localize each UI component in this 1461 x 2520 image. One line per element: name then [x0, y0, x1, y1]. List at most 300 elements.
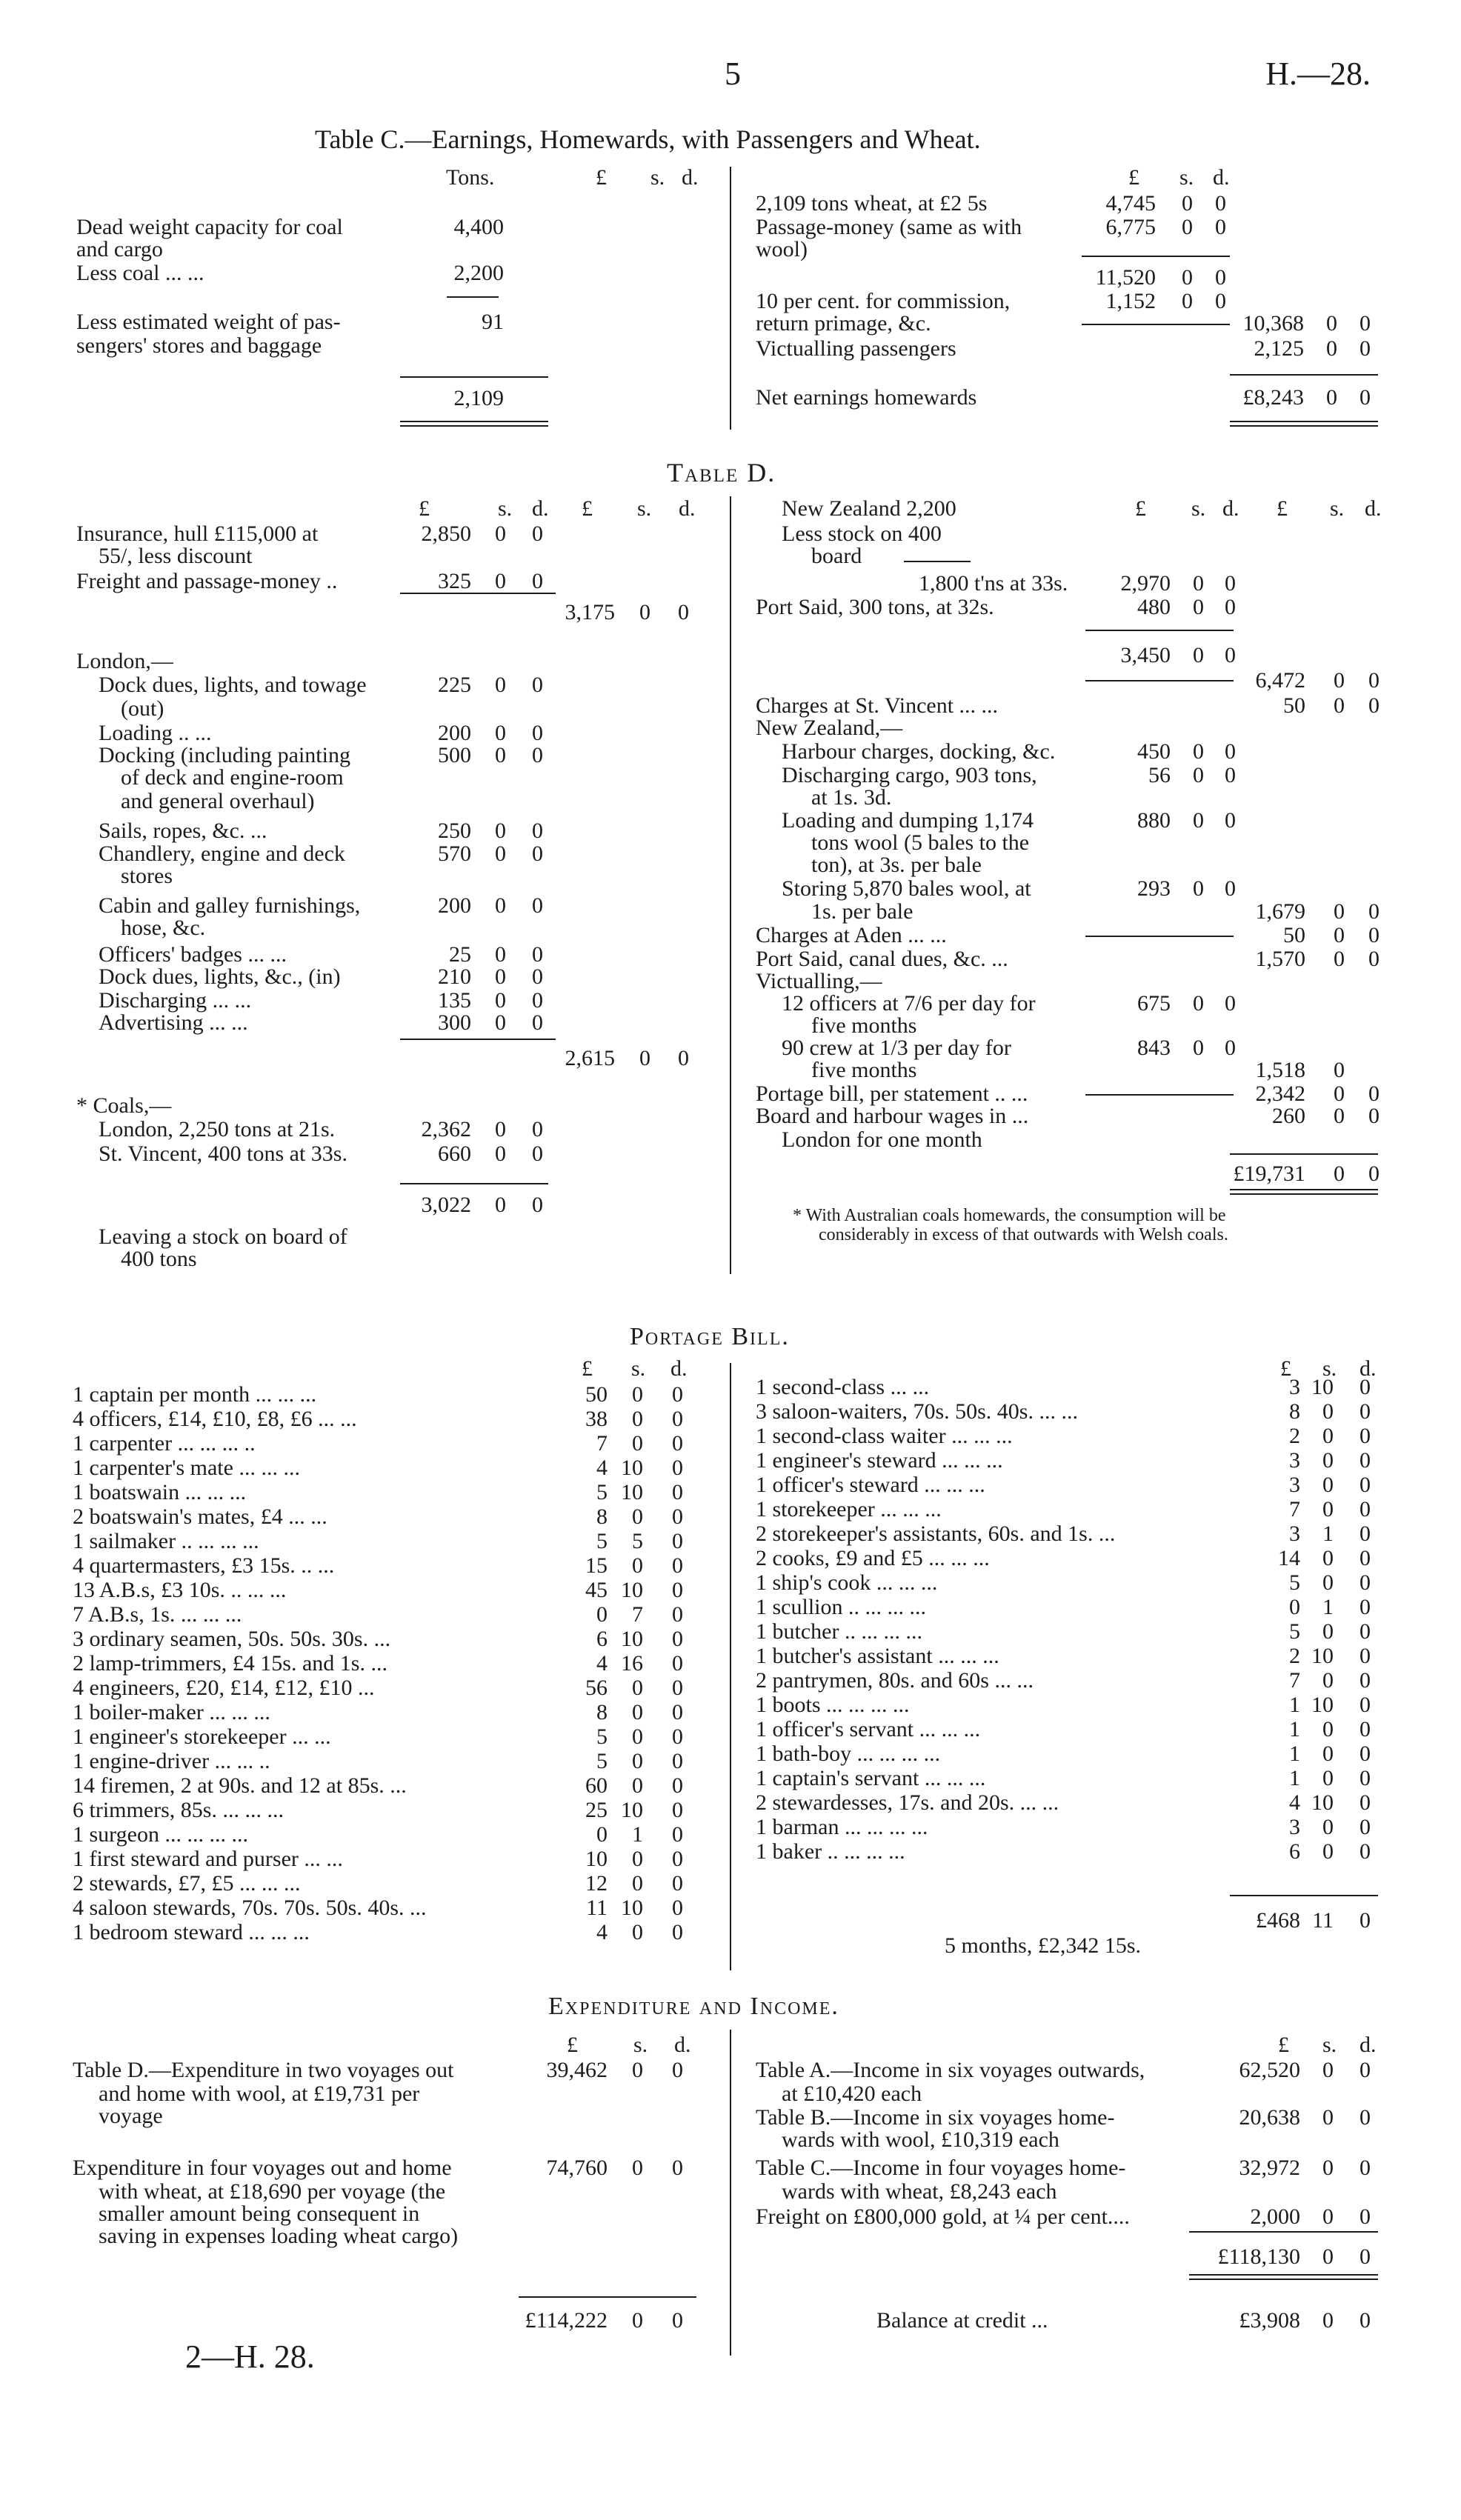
portage-left-row-d: 0 — [672, 1651, 683, 1676]
table-d-right-s: 0 — [1193, 595, 1204, 619]
portage-right-row-d: 0 — [1360, 1619, 1371, 1644]
portage-left-row-label: 1 carpenter ... ... ... .. — [73, 1431, 256, 1456]
table-d-left-rule — [400, 593, 556, 594]
portage-left-row-s: 10 — [621, 1578, 643, 1602]
table-d-left-d2: 0 — [678, 600, 689, 624]
table-d-right-l: 56 — [1148, 763, 1171, 787]
expenditure-left-total-l: £114,222 — [525, 2308, 608, 2333]
expenditure-left-row-label: and home with wool, at £19,731 per — [99, 2081, 420, 2106]
expenditure-right-row-s: 0 — [1322, 2105, 1334, 2130]
portage-left-row-s: 10 — [621, 1627, 643, 1651]
table-d-right-s2: 0 — [1334, 1104, 1345, 1128]
table-c-left-label: and cargo — [76, 237, 163, 261]
table-d-right-s2: 0 — [1334, 693, 1345, 718]
expenditure-right-row-l: 20,638 — [1239, 2105, 1300, 2130]
portage-right-row-label: 1 baker .. ... ... ... — [756, 1839, 905, 1864]
exp-col-l-r: £ — [1278, 2033, 1289, 2057]
portage-right-row-label: 1 scullion .. ... ... ... — [756, 1595, 926, 1619]
table-d-right-s2: 0 — [1334, 1161, 1345, 1186]
table-c-right-label: Victualling passengers — [756, 336, 956, 361]
portage-right-row-label: 1 butcher .. ... ... ... — [756, 1619, 922, 1644]
expenditure-left-row-s: 0 — [632, 2058, 643, 2082]
portage-left-row-s: 0 — [632, 1407, 643, 1431]
table-d-right-d: 0 — [1225, 808, 1236, 833]
expenditure-right-row-s: 0 — [1322, 2058, 1334, 2082]
portage-right-row-l: 1 — [1289, 1717, 1300, 1741]
table-d-right-d2: 0 — [1368, 668, 1380, 693]
portage-left-row-l: 45 — [585, 1578, 608, 1602]
balance-s: 0 — [1322, 2308, 1334, 2333]
exp-col-s: s. — [633, 2033, 648, 2057]
portage-right-row-s: 0 — [1322, 1473, 1334, 1497]
table-d-right-label: Discharging cargo, 903 tons, — [782, 763, 1037, 787]
portage-left-row-label: 14 firemen, 2 at 90s. and 12 at 85s. ... — [73, 1773, 407, 1798]
table-d-left-s: 0 — [495, 988, 506, 1013]
table-c-r-col-d: d. — [1213, 165, 1230, 190]
portage-right-row-l: 7 — [1289, 1497, 1300, 1521]
table-d-right-l: 880 — [1137, 808, 1171, 833]
portage-left-row-l: 0 — [596, 1822, 608, 1847]
portage-right-row-label: 1 captain's servant ... ... ... — [756, 1766, 986, 1790]
table-c-col-l: £ — [596, 165, 607, 190]
portage-total-d: 0 — [1360, 1908, 1371, 1933]
table-d-left-d: 0 — [532, 1141, 543, 1166]
table-d-right-short-rule — [904, 561, 971, 562]
table-d-right-s: 0 — [1193, 643, 1204, 667]
table-d-left-label: Dock dues, lights, &c., (in) — [99, 964, 341, 989]
portage-left-row-l: 11 — [586, 1896, 608, 1920]
portage-right-row-s: 0 — [1322, 1570, 1334, 1595]
expenditure-right-row-label: Table A.—Income in six voyages outwards, — [756, 2058, 1145, 2082]
table-d-left-label: Leaving a stock on board of — [99, 1224, 347, 1249]
portage-right-row-s: 0 — [1322, 1741, 1334, 1766]
table-d-left-d: 0 — [532, 1010, 543, 1035]
portage-left-row-l: 4 — [596, 1456, 608, 1480]
table-d-right-rule-3 — [1085, 936, 1234, 937]
table-d-right-label: 1,800 t'ns at 33s. — [919, 571, 1068, 596]
table-d-left-l: 325 — [438, 569, 471, 593]
expenditure-left-row-d: 0 — [672, 2156, 683, 2180]
portage-left-row-s: 0 — [632, 1382, 643, 1407]
portage-right-row-d: 0 — [1360, 1424, 1371, 1448]
portage-right-row-label: 1 boots ... ... ... ... — [756, 1693, 910, 1717]
expenditure-right-total-l: £118,130 — [1217, 2244, 1300, 2269]
table-d-right-label: Portage bill, per statement .. ... — [756, 1081, 1028, 1106]
portage-col-s: s. — [631, 1356, 646, 1381]
portage-left-row-l: 0 — [596, 1602, 608, 1627]
table-d-left-d: 0 — [532, 1117, 543, 1141]
portage-left-row-s: 5 — [632, 1529, 643, 1553]
portage-left-row-d: 0 — [672, 1773, 683, 1798]
expenditure-right-row-d: 0 — [1360, 2204, 1371, 2229]
portage-right-row-label: 1 barman ... ... ... ... — [756, 1815, 928, 1839]
expenditure-right-row-label: wards with wheat, £8,243 each — [782, 2179, 1057, 2204]
table-d-left-s2: 0 — [639, 600, 650, 624]
table-c-title: Table C.—Earnings, Homewards, with Passengers and Wheat. — [315, 124, 981, 154]
portage-right-row-d: 0 — [1360, 1546, 1371, 1570]
portage-left-row-l: 38 — [585, 1407, 608, 1431]
table-d-left-d: 0 — [532, 819, 543, 843]
table-d-right-s: 0 — [1193, 739, 1204, 764]
document-reference: H.—28. — [1265, 56, 1371, 92]
table-d-right-d2: 0 — [1368, 923, 1380, 947]
portage-left-row-d: 0 — [672, 1627, 683, 1651]
portage-right-row-label: 1 ship's cook ... ... ... — [756, 1570, 938, 1595]
table-d-left-l: 300 — [438, 1010, 471, 1035]
table-d-right-d2: 0 — [1368, 899, 1380, 924]
portage-left-row-label: 4 engineers, £20, £14, £12, £10 ... — [73, 1676, 375, 1700]
table-d-left-d: 0 — [532, 942, 543, 967]
table-d-left-s2: 0 — [639, 1046, 650, 1070]
portage-left-row-label: 4 quartermasters, £3 15s. .. ... — [73, 1553, 335, 1578]
portage-left-row-d: 0 — [672, 1798, 683, 1822]
table-d-right-label: Board and harbour wages in ... — [756, 1104, 1029, 1128]
portage-right-row-label: 2 pantrymen, 80s. and 60s ... ... — [756, 1668, 1034, 1693]
table-d-l-col-d: d. — [532, 496, 549, 521]
table-c-right-l: 1,152 — [1105, 289, 1156, 313]
table-d-left-label: Sails, ropes, &c. ... — [99, 819, 267, 843]
portage-left-row-s: 0 — [632, 1700, 643, 1724]
table-d-left-label: Discharging ... ... — [99, 988, 252, 1013]
portage-left-row-s: 16 — [621, 1651, 643, 1676]
table-d-l-col-d2: d. — [679, 496, 696, 521]
table-d-right-s2: 0 — [1334, 668, 1345, 693]
portage-left-row-label: 1 captain per month ... ... ... — [73, 1382, 317, 1407]
portage-left-row-s: 0 — [632, 1847, 643, 1871]
table-d-left-l2: 2,615 — [565, 1046, 615, 1070]
portage-right-row-d: 0 — [1360, 1570, 1371, 1595]
exp-col-d: d. — [674, 2033, 691, 2057]
table-c-right-l2: 2,125 — [1254, 336, 1304, 361]
portage-right-row-label: 1 officer's steward ... ... ... — [756, 1473, 985, 1497]
portage-right-row-d: 0 — [1360, 1668, 1371, 1693]
table-c-right-l2: 10,368 — [1242, 311, 1304, 336]
expenditure-right-row-s: 0 — [1322, 2156, 1334, 2180]
portage-right-row-l: 7 — [1289, 1668, 1300, 1693]
portage-right-row-l: 3 — [1289, 1521, 1300, 1546]
portage-right-row-label: 1 second-class ... ... — [756, 1375, 930, 1399]
exp-col-l: £ — [567, 2033, 578, 2057]
table-c-left-total: 2,109 — [453, 386, 504, 410]
table-d-left-s: 0 — [495, 1010, 506, 1035]
portage-total-s: 11 — [1312, 1908, 1334, 1933]
table-d-right-l: 843 — [1137, 1036, 1171, 1060]
portage-total-l: £468 — [1256, 1908, 1300, 1933]
table-d-right-l: 293 — [1137, 876, 1171, 901]
table-d-left-l: 660 — [438, 1141, 471, 1166]
portage-left-row-s: 0 — [632, 1724, 643, 1749]
expenditure-right-row-s: 0 — [1322, 2204, 1334, 2229]
portage-left-row-label: 2 boatswain's mates, £4 ... ... — [73, 1504, 327, 1529]
table-d-left-d: 0 — [532, 673, 543, 697]
table-d-right-rule-5 — [1230, 1153, 1378, 1155]
portage-left-row-s: 0 — [632, 1749, 643, 1773]
table-d-left-l: 3,022 — [421, 1193, 471, 1217]
table-c-col-d: d. — [682, 165, 699, 190]
portage-left-row-d: 0 — [672, 1920, 683, 1944]
expenditure-right-row-label: Table B.—Income in six voyages home- — [756, 2105, 1115, 2130]
portage-left-row-l: 15 — [585, 1553, 608, 1578]
portage-left-row-d: 0 — [672, 1578, 683, 1602]
table-d-left-s: 0 — [495, 1117, 506, 1141]
portage-left-row-l: 7 — [596, 1431, 608, 1456]
portage-right-row-label: 1 storekeeper ... ... ... — [756, 1497, 942, 1521]
table-c-r-col-l: £ — [1128, 165, 1139, 190]
table-d-left-l: 2,850 — [421, 521, 471, 546]
expenditure-left-rule — [519, 2296, 696, 2298]
portage-right-row-label: 1 second-class waiter ... ... ... — [756, 1424, 1013, 1448]
portage-right-row-l: 14 — [1278, 1546, 1300, 1570]
expenditure-left-total-d: 0 — [672, 2308, 683, 2333]
table-d-right-label: Victualling,— — [756, 969, 882, 993]
table-d-left-label: (out) — [121, 696, 164, 721]
portage-right-row-s: 1 — [1322, 1521, 1334, 1546]
portage-left-row-d: 0 — [672, 1676, 683, 1700]
portage-right-row-l: 4 — [1289, 1790, 1300, 1815]
table-d-right-label: at 1s. 3d. — [811, 785, 892, 810]
table-d-footnote: considerably in excess of that outwards with Welsh coals. — [819, 1225, 1228, 1244]
portage-right-row-l: 1 — [1289, 1741, 1300, 1766]
expenditure-right-row-l: 2,000 — [1250, 2204, 1300, 2229]
table-c-right-s: 0 — [1182, 289, 1193, 313]
portage-right-row-d: 0 — [1360, 1399, 1371, 1424]
table-c-right-d: 0 — [1215, 215, 1226, 239]
table-d-left-d: 0 — [532, 721, 543, 745]
exp-col-d-r: d. — [1360, 2033, 1377, 2057]
portage-left-row-d: 0 — [672, 1896, 683, 1920]
table-d-left-label: stores — [121, 864, 173, 888]
portage-right-row-s: 0 — [1322, 1815, 1334, 1839]
table-d-right-label: 90 crew at 1/3 per day for — [782, 1036, 1011, 1060]
portage-left-row-d: 0 — [672, 1382, 683, 1407]
portage-left-row-label: 1 engine-driver ... ... .. — [73, 1749, 270, 1773]
expenditure-right-row-d: 0 — [1360, 2058, 1371, 2082]
portage-right-row-s: 0 — [1322, 1424, 1334, 1448]
portage-right-row-s: 0 — [1322, 1619, 1334, 1644]
portage-right-row-s: 0 — [1322, 1766, 1334, 1790]
expenditure-left-row-label: Table D.—Expenditure in two voyages out — [73, 2058, 454, 2082]
table-d-left-l: 135 — [438, 988, 471, 1013]
portage-right-row-d: 0 — [1360, 1448, 1371, 1473]
table-d-right-l: 480 — [1137, 595, 1171, 619]
portage-right-row-l: 3 — [1289, 1448, 1300, 1473]
portage-right-row-d: 0 — [1360, 1644, 1371, 1668]
table-d-right-d: 0 — [1225, 1036, 1236, 1060]
expenditure-title: Expenditure and Income. — [548, 1993, 839, 2020]
table-c-right-label: Passage-money (same as with — [756, 215, 1022, 239]
table-d-left-label: Insurance, hull £115,000 at — [76, 521, 319, 546]
table-c-col-tons: Tons. — [446, 165, 495, 190]
footer-signature: 2—H. 28. — [185, 2339, 315, 2375]
portage-left-row-s: 10 — [621, 1798, 643, 1822]
exp-col-s-r: s. — [1322, 2033, 1337, 2057]
table-d-right-s: 0 — [1193, 991, 1204, 1016]
table-c-divider — [730, 167, 731, 430]
table-d-left-label: London,— — [76, 649, 173, 673]
portage-right-row-l: 8 — [1289, 1399, 1300, 1424]
portage-left-row-d: 0 — [672, 1822, 683, 1847]
portage-left-row-l: 12 — [585, 1871, 608, 1896]
table-d-r-col-s2: s. — [1330, 496, 1345, 521]
table-d-r-col-d: d. — [1222, 496, 1239, 521]
portage-right-row-s: 10 — [1311, 1790, 1334, 1815]
portage-left-row-s: 0 — [632, 1676, 643, 1700]
table-c-right-rule-3 — [1230, 374, 1378, 376]
portage-left-row-label: 1 surgeon ... ... ... ... — [73, 1822, 248, 1847]
table-d-left-rule-2 — [400, 1039, 556, 1040]
table-c-right-label: 2,109 tons wheat, at £2 5s — [756, 191, 988, 216]
table-d-right-d2: 0 — [1368, 693, 1380, 718]
portage-left-row-l: 6 — [596, 1627, 608, 1651]
portage-col-l-r: £ — [1280, 1356, 1291, 1381]
table-c-right-d: 0 — [1215, 191, 1226, 216]
portage-right-row-s: 0 — [1322, 1546, 1334, 1570]
expenditure-right-row-label: Freight on £800,000 gold, at ¼ per cent.... — [756, 2204, 1130, 2229]
table-c-right-l: 4,745 — [1105, 191, 1156, 216]
table-d-left-d2: 0 — [678, 1046, 689, 1070]
table-d-right-l: 450 — [1137, 739, 1171, 764]
expenditure-left-total-s: 0 — [632, 2308, 643, 2333]
portage-left-row-d: 0 — [672, 1847, 683, 1871]
table-d-r-col-l: £ — [1135, 496, 1146, 521]
expenditure-right-row-d: 0 — [1360, 2105, 1371, 2130]
portage-left-row-d: 0 — [672, 1602, 683, 1627]
table-c-right-s: 0 — [1182, 265, 1193, 290]
table-d-right-l2: £19,731 — [1233, 1161, 1305, 1186]
table-d-right-l2: 50 — [1283, 923, 1305, 947]
portage-right-row-s: 0 — [1322, 1448, 1334, 1473]
table-d-right-double-rule — [1230, 1189, 1378, 1195]
table-c-right-s: 0 — [1182, 191, 1193, 216]
portage-left-row-l: 50 — [585, 1382, 608, 1407]
portage-right-row-d: 0 — [1360, 1473, 1371, 1497]
portage-left-row-label: 4 officers, £14, £10, £8, £6 ... ... — [73, 1407, 357, 1431]
portage-left-row-label: 3 ordinary seamen, 50s. 50s. 30s. ... — [73, 1627, 391, 1651]
table-c-right-label: Net earnings homewards — [756, 385, 977, 410]
table-d-left-l: 210 — [438, 964, 471, 989]
table-d-left-s: 0 — [495, 1193, 506, 1217]
table-d-left-l: 25 — [449, 942, 471, 967]
portage-left-row-l: 5 — [596, 1529, 608, 1553]
table-c-right-s2: 0 — [1326, 336, 1337, 361]
table-d-right-l2: 6,472 — [1255, 668, 1305, 693]
table-c-right-s2: 0 — [1326, 385, 1337, 410]
table-d-left-label: Freight and passage-money .. — [76, 569, 338, 593]
expenditure-divider — [730, 2030, 731, 2356]
portage-left-row-d: 0 — [672, 1553, 683, 1578]
portage-left-row-d: 0 — [672, 1407, 683, 1431]
table-d-left-label: Cabin and galley furnishings, — [99, 893, 361, 918]
table-d-right-label: Harbour charges, docking, &c. — [782, 739, 1056, 764]
table-d-right-s2: 0 — [1334, 923, 1345, 947]
table-d-left-s: 0 — [495, 743, 506, 767]
table-d-right-label: Less stock on 400 — [782, 521, 942, 546]
table-c-right-s2: 0 — [1326, 311, 1337, 336]
portage-col-d: d. — [670, 1356, 688, 1381]
table-d-left-s: 0 — [495, 673, 506, 697]
table-d-right-rule-4 — [1085, 1094, 1234, 1096]
portage-left-row-l: 4 — [596, 1651, 608, 1676]
portage-right-row-s: 0 — [1322, 1399, 1334, 1424]
portage-right-row-s: 0 — [1322, 1839, 1334, 1864]
portage-right-row-d: 0 — [1360, 1815, 1371, 1839]
portage-right-row-s: 10 — [1311, 1644, 1334, 1668]
portage-left-row-label: 1 carpenter's mate ... ... ... — [73, 1456, 300, 1480]
table-d-right-label: 12 officers at 7/6 per day for — [782, 991, 1036, 1016]
table-c-right-d2: 0 — [1360, 311, 1371, 336]
table-c-right-d: 0 — [1215, 289, 1226, 313]
portage-left-row-d: 0 — [672, 1529, 683, 1553]
table-d-right-l2: 1,518 — [1255, 1058, 1305, 1082]
portage-right-row-l: 6 — [1289, 1839, 1300, 1864]
portage-left-row-l: 5 — [596, 1749, 608, 1773]
portage-right-row-d: 0 — [1360, 1375, 1371, 1399]
table-d-left-s: 0 — [495, 1141, 506, 1166]
table-d-right-s: 0 — [1193, 571, 1204, 596]
table-d-right-s2: 0 — [1334, 899, 1345, 924]
table-d-right-label: Port Said, canal dues, &c. ... — [756, 947, 1008, 971]
table-d-right-s: 0 — [1193, 1036, 1204, 1060]
portage-right-row-d: 0 — [1360, 1741, 1371, 1766]
expenditure-right-row-label: Table C.—Income in four voyages home- — [756, 2156, 1126, 2180]
table-d-left-label: Chandlery, engine and deck — [99, 841, 345, 866]
portage-left-row-label: 6 trimmers, 85s. ... ... ... — [73, 1798, 284, 1822]
portage-left-row-s: 0 — [632, 1920, 643, 1944]
portage-note: 5 months, £2,342 15s. — [945, 1933, 1142, 1958]
portage-left-row-label: 7 A.B.s, 1s. ... ... ... — [73, 1602, 242, 1627]
table-d-l-col-s2: s. — [637, 496, 652, 521]
portage-left-row-d: 0 — [672, 1700, 683, 1724]
table-d-left-label: Docking (including painting — [99, 743, 350, 767]
portage-right-row-l: 3 — [1289, 1473, 1300, 1497]
table-d-left-l: 500 — [438, 743, 471, 767]
table-d-left-l2: 3,175 — [565, 600, 615, 624]
portage-right-row-s: 1 — [1322, 1595, 1334, 1619]
table-c-right-l: 6,775 — [1105, 215, 1156, 239]
table-d-right-s: 0 — [1193, 808, 1204, 833]
table-c-right-l: 11,520 — [1095, 265, 1156, 290]
table-d-right-label: New Zealand 2,200 — [782, 496, 956, 521]
table-d-right-label: Charges at St. Vincent ... ... — [756, 693, 999, 718]
portage-left-row-d: 0 — [672, 1749, 683, 1773]
table-c-right-s: 0 — [1182, 215, 1193, 239]
portage-right-row-d: 0 — [1360, 1693, 1371, 1717]
table-d-left-rule-3 — [400, 1183, 548, 1184]
page-number: 5 — [725, 56, 741, 92]
balance-d: 0 — [1360, 2308, 1371, 2333]
portage-col-l: £ — [582, 1356, 593, 1381]
portage-right-row-d: 0 — [1360, 1839, 1371, 1864]
table-d-right-label: Charges at Aden ... ... — [756, 923, 947, 947]
table-d-right-label: 1s. per bale — [811, 899, 913, 924]
portage-left-row-s: 10 — [621, 1480, 643, 1504]
table-c-right-double-rule — [1230, 421, 1378, 427]
portage-right-row-label: 2 cooks, £9 and £5 ... ... ... — [756, 1546, 990, 1570]
table-c-double-rule — [400, 421, 548, 427]
table-d-left-l: 2,362 — [421, 1117, 471, 1141]
portage-left-row-s: 0 — [632, 1553, 643, 1578]
table-d-left-label: Loading .. ... — [99, 721, 212, 745]
table-d-l-col-l: £ — [419, 496, 430, 521]
table-d-left-s: 0 — [495, 819, 506, 843]
portage-right-row-l: 2 — [1289, 1424, 1300, 1448]
portage-right-row-label: 2 stewardesses, 17s. and 20s. ... ... — [756, 1790, 1059, 1815]
portage-right-row-l: 0 — [1289, 1595, 1300, 1619]
portage-left-row-s: 10 — [621, 1456, 643, 1480]
portage-left-row-l: 5 — [596, 1480, 608, 1504]
table-d-right-l2: 2,342 — [1255, 1081, 1305, 1106]
table-d-divider — [730, 496, 731, 1274]
